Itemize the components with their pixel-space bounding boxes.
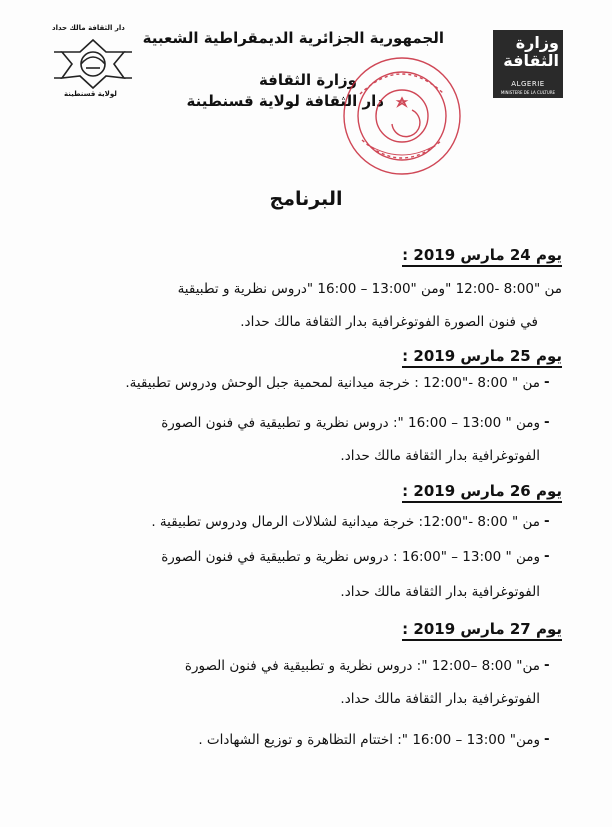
- program-line: الفوتوغرافية بدار الثقافة مالك حداد.: [340, 691, 540, 707]
- bullet-dash: -: [544, 731, 550, 747]
- program-line: ومن " 13:00 – "16:00 : دروس نظرية و تطبيقية في فنون الصورة: [161, 549, 540, 565]
- bullet-dash: -: [544, 374, 550, 390]
- culture-house-logo: [46, 22, 141, 102]
- program-line: في فنون الصورة الفوتوغرافية بدار الثقافة مالك حداد.: [240, 314, 538, 330]
- logo-arc-text: دار الثقافة مالك حداد: [52, 24, 125, 32]
- ministry-logo: [493, 30, 563, 98]
- day-heading: يوم 27 مارس 2019 :: [402, 620, 562, 638]
- page-title: البرنامج: [269, 188, 343, 210]
- program-line: من " 8:00 -"12:00 : خرجة ميدانية لمحمية جبل الوحش ودروس تطبيقية.: [125, 375, 540, 391]
- logo-bottom-text: لولاية قسنطينة: [64, 90, 117, 98]
- bullet-dash: -: [544, 414, 550, 430]
- official-stamp: [340, 54, 464, 178]
- program-line: من" 8:00 –12:00 ": دروس نظرية و تطبيقية في فنون الصورة: [184, 658, 540, 674]
- program-line: الفوتوغرافية بدار الثقافة مالك حداد.: [340, 584, 540, 600]
- day-heading: يوم 24 مارس 2019 :: [402, 246, 562, 264]
- stamp-seal-icon: [340, 54, 464, 178]
- ministry-heading: وزارة الثقافة: [258, 71, 357, 89]
- day-heading: يوم 25 مارس 2019 :: [402, 347, 562, 365]
- ministry-logo-sub: MINISTERE DE LA CULTURE: [500, 90, 556, 95]
- program-line: ومن " 13:00 – 16:00 ": دروس نظرية و تطبيقية في فنون الصورة: [161, 415, 540, 431]
- bullet-dash: -: [544, 513, 550, 529]
- program-line: من " 8:00 -"12:00: خرجة ميدانية لشلالات الرمال ودروس تطبيقية .: [151, 514, 540, 530]
- bullet-dash: -: [544, 657, 550, 673]
- day-heading: يوم 26 مارس 2019 :: [402, 482, 562, 500]
- ministry-logo-text: وزارة الثقافة: [503, 33, 559, 70]
- bullet-dash: -: [544, 548, 550, 564]
- program-line: من "8:00 -12:00 "ومن "13:00 – 16:00 "دروس نظرية و تطبيقية: [177, 281, 562, 297]
- program-line: ومن" 13:00 – 16:00 ": اختتام التظاهرة و توزيع الشهادات .: [198, 732, 540, 748]
- culture-house-heading: دار الثقافة لولاية قسنطينة: [186, 92, 384, 110]
- ministry-logo-country: ALGERIE: [511, 80, 545, 88]
- republic-heading: الجمهورية الجزائرية الديمقراطية الشعبية: [142, 29, 444, 47]
- program-line: الفوتوغرافية بدار الثقافة مالك حداد.: [340, 448, 540, 464]
